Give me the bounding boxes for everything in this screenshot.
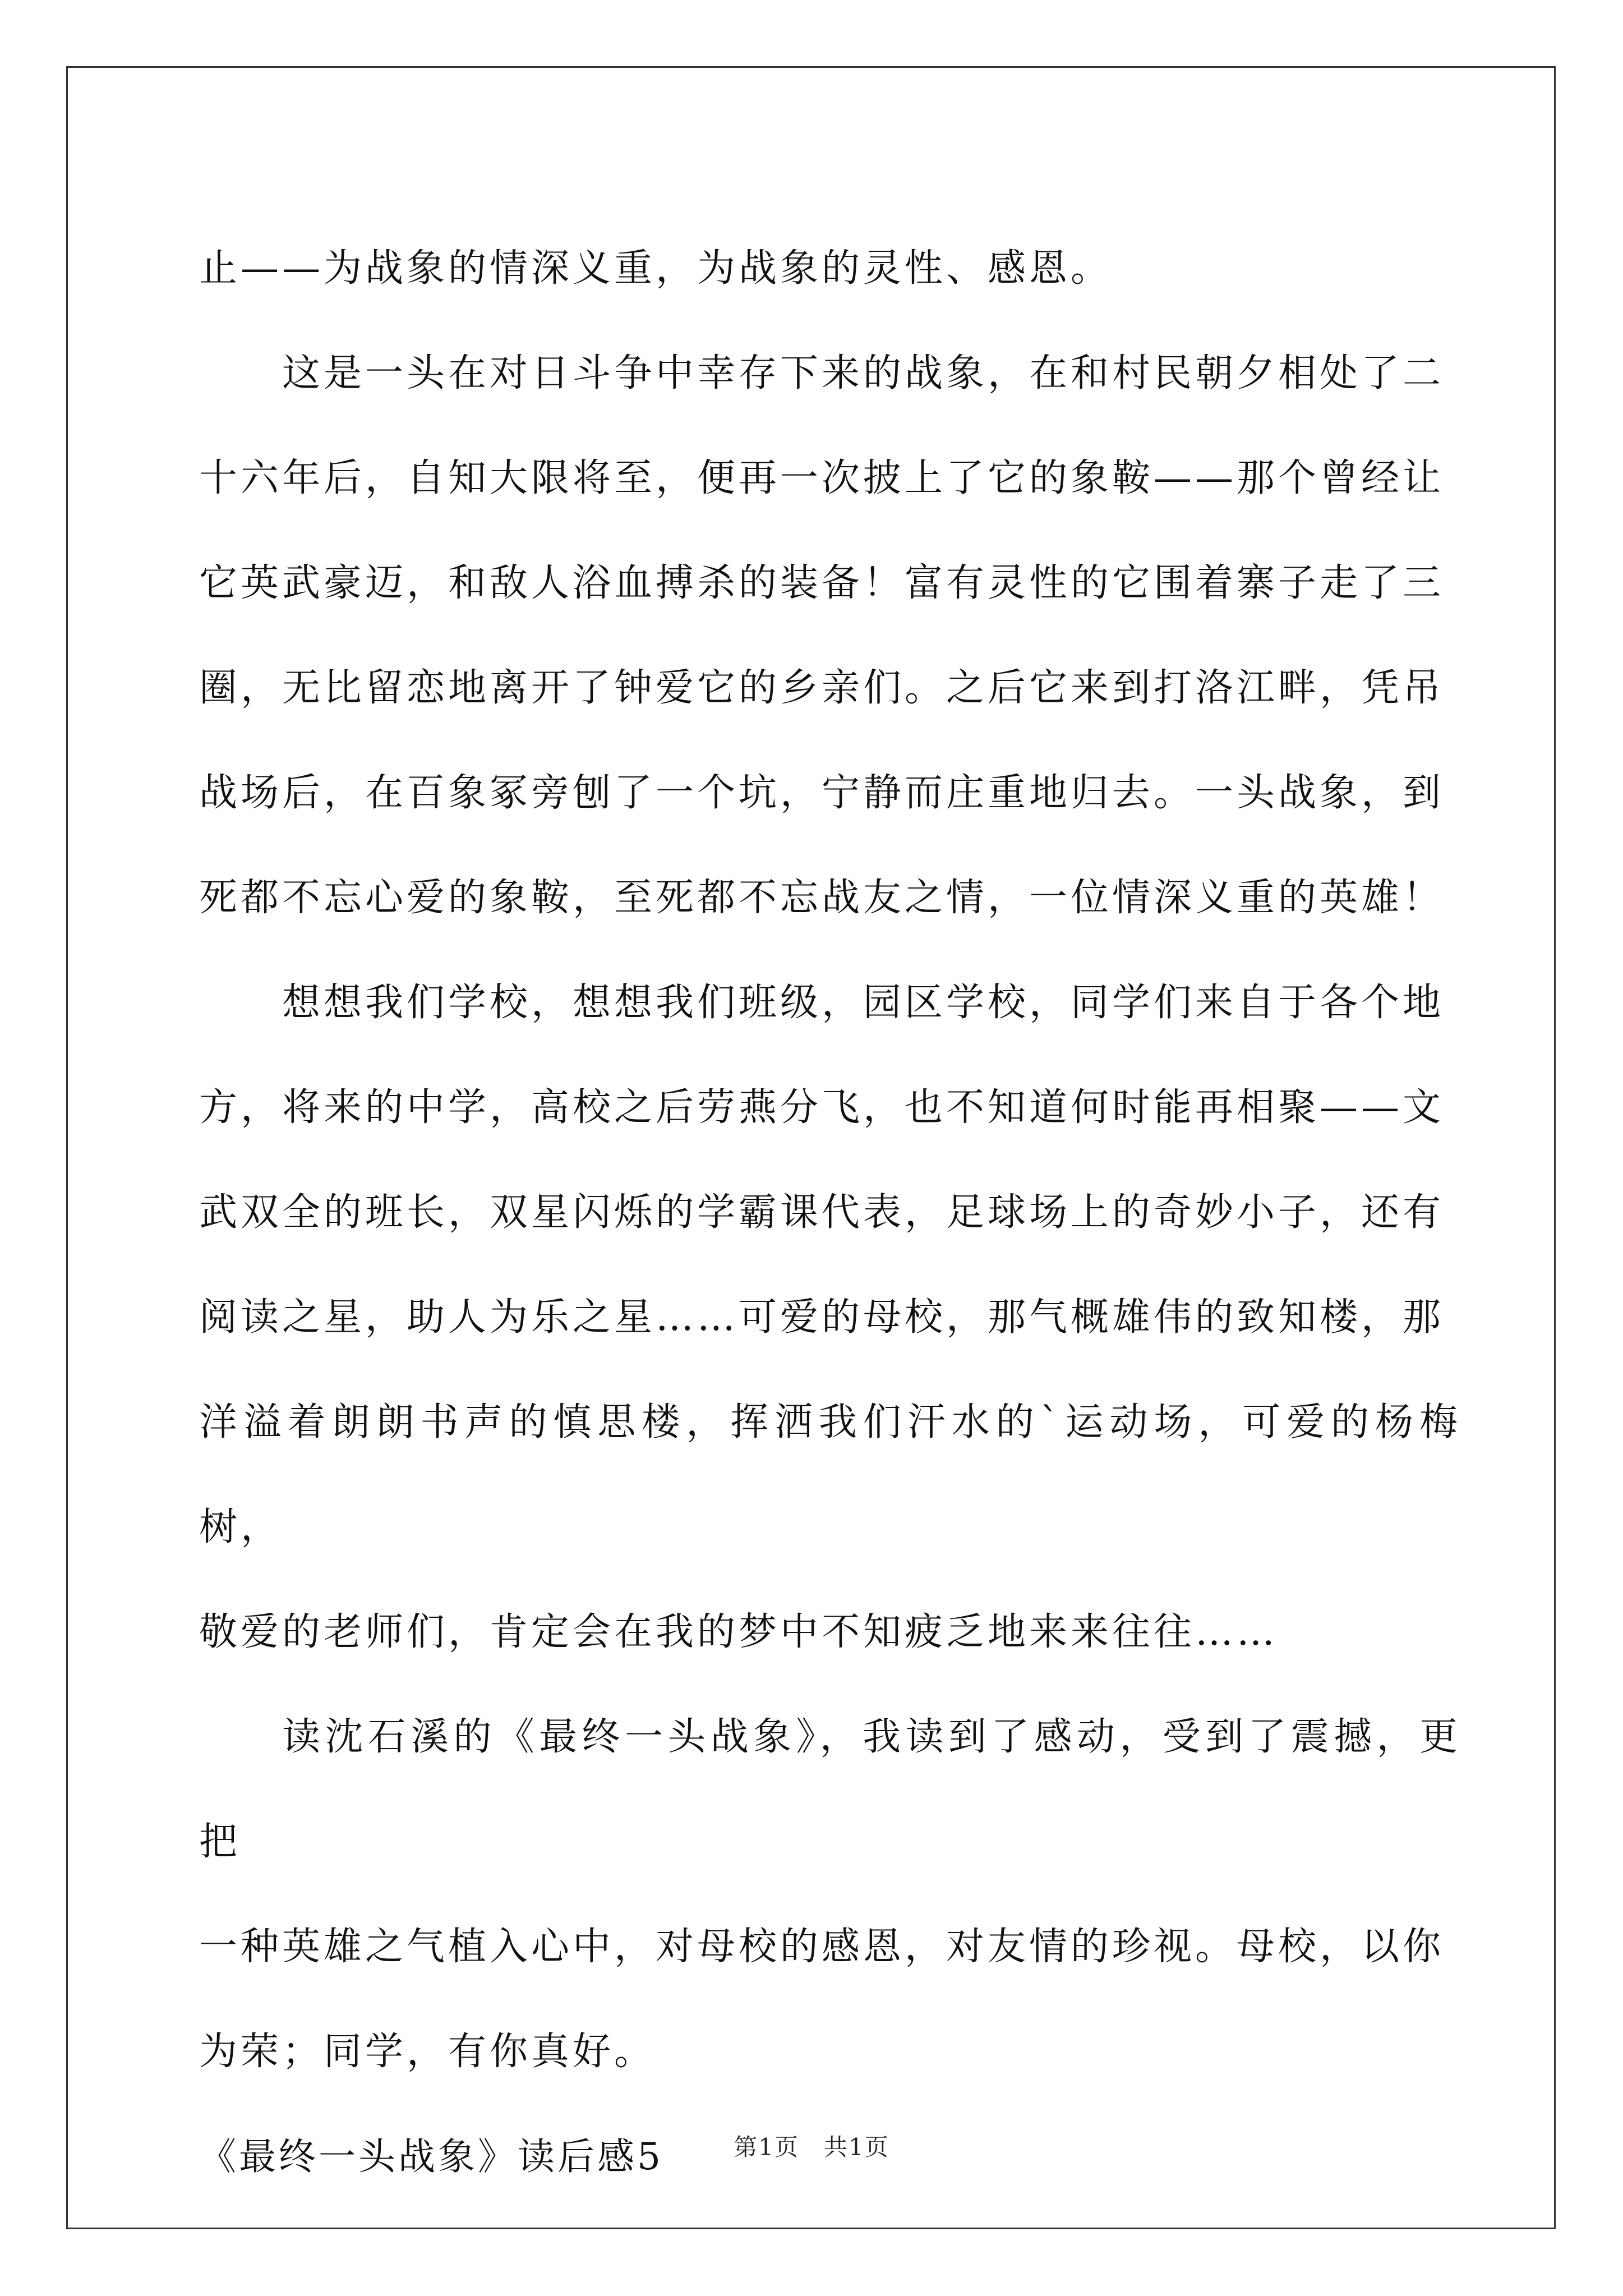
text-line: 死都不忘心爱的象鞍，至死都不忘战友之情，一位情深义重的英雄！ — [199, 876, 1445, 920]
text-line: 止——为战象的情深义重，为战象的灵性、感恩。 — [199, 246, 1113, 291]
text-line: 洋溢着朗朗书声的慎思楼，挥洒我们汗水的`运动场，可爱的杨梅树， — [199, 1400, 1461, 1549]
paragraph-1 — [199, 216, 1461, 321]
document-body — [199, 216, 1461, 2209]
section-heading: 《最终一头战象》读后感5 — [199, 2135, 663, 2178]
paragraph-2 — [199, 321, 1461, 950]
text-line: 圈，无比留恋地离开了钟爱它的乡亲们。之后它来到打洛江畔，凭吊 — [199, 666, 1445, 710]
paragraph-4 — [199, 1685, 1461, 2104]
text-line: 读沈石溪的《最终一头战象》，我读到了感动，受到了震撼，更把 — [199, 1715, 1461, 1864]
text-line: 武双全的班长，双星闪烁的学霸课代表，足球场上的奇妙小子，还有 — [199, 1190, 1445, 1235]
text-line: 这是一头在对日斗争中幸存下来的战象，在和村民朝夕相处了二 — [282, 351, 1445, 395]
paragraph-3 — [199, 950, 1461, 1685]
text-line: 敬爱的老师们，肯定会在我的梦中不知疲乏地来来往往…… — [199, 1610, 1279, 1654]
text-line: 战场后，在百象冢旁刨了一个坑，宁静而庄重地归去。一头战象，到 — [199, 771, 1445, 815]
text-line: 它英武豪迈，和敌人浴血搏杀的装备！富有灵性的它围着寨子走了三 — [199, 561, 1445, 605]
text-line: 十六年后，自知大限将至，便再一次披上了它的象鞍——那个曾经让 — [199, 456, 1445, 500]
text-line: 想想我们学校，想想我们班级，园区学校，同学们来自于各个地 — [282, 981, 1445, 1025]
text-line: 一种英雄之气植入心中，对母校的感恩，对友情的珍视。母校，以你 — [199, 1925, 1445, 1969]
text-line: 方，将来的中学，高校之后劳燕分飞，也不知道何时能再相聚——文 — [199, 1085, 1445, 1130]
page-number: 第1页 共1页 — [734, 2133, 889, 2161]
text-line: 为荣；同学，有你真好。 — [199, 2030, 656, 2074]
text-line: 阅读之星，助人为乐之星……可爱的母校，那气概雄伟的致知楼，那 — [199, 1295, 1445, 1340]
